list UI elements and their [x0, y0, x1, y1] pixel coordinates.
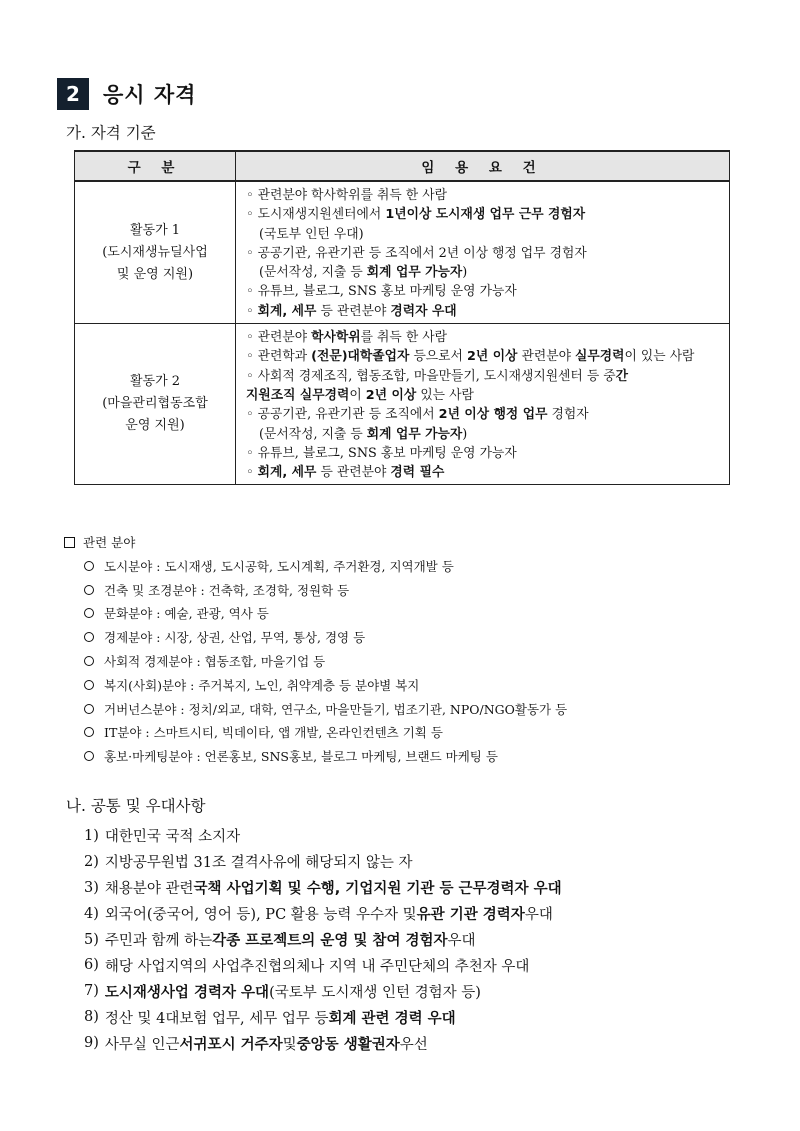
related-fields — [64, 530, 567, 768]
list-item — [84, 823, 562, 849]
requirement-text-bold: 회계 업무 가능자 — [366, 426, 463, 442]
list-item — [84, 1004, 562, 1030]
requirement-line — [246, 244, 723, 263]
row-requirements — [236, 324, 730, 485]
item-text-bold: 국책 사업기획 및 수행, 기업지원 기관 등 근무경력자 우대 — [193, 881, 562, 898]
field-text: 거버넌스분야 : 정치/외교, 대학, 연구소, 마을만들기, 법조기관, NPO/NGO활동가 등 — [104, 701, 568, 717]
circle-bullet-icon — [84, 632, 94, 642]
list-item — [84, 1030, 562, 1056]
category-line: (도시재생뉴딜사업 — [102, 244, 208, 260]
requirement-line — [246, 444, 723, 463]
list-item — [84, 952, 562, 978]
requirement-text-bold: 실무경력 — [575, 349, 625, 365]
requirement-line — [246, 186, 723, 205]
item-number: 3) — [84, 879, 99, 896]
list-item — [64, 744, 567, 768]
requirement-text: ◦ — [246, 465, 258, 481]
requirement-text-bold: (전문)대학졸업자 — [311, 349, 410, 365]
item-text-bold: 각종 프로젝트의 운영 및 참여 경험자 — [212, 933, 448, 949]
requirement-text-bold: 지원조직 실무경력 — [246, 387, 350, 403]
requirement-line — [246, 463, 723, 482]
field-text: 문화분야 : 예술, 관광, 역사 등 — [104, 606, 269, 622]
list-item — [84, 927, 562, 953]
section-number: 2 — [57, 78, 89, 110]
requirement-text: ◦ 관련분야 — [246, 330, 312, 346]
requirement-text-bold: 회계, 세무 — [257, 465, 317, 481]
requirement-text-bold: 간 — [615, 368, 629, 384]
requirement-text-bold: 경력 필수 — [390, 465, 445, 481]
item-text: (국토부 도시재생 인턴 경험자 등) — [269, 984, 481, 1001]
field-text: 경제분야 : 시장, 상권, 산업, 무역, 통상, 경영 등 — [104, 630, 366, 646]
list-item — [64, 625, 567, 649]
requirement-line — [246, 282, 723, 301]
category-line: (마을관리협동조합 — [102, 396, 208, 412]
header-requirements: 임 용 요 건 — [236, 151, 730, 181]
checkbox-square-icon — [64, 537, 75, 548]
row-category — [75, 181, 236, 324]
item-text-bold: 중앙동 생활권자 — [296, 1036, 400, 1053]
requirement-text: 등 관련분야 — [316, 465, 391, 481]
requirement-line — [246, 302, 723, 321]
list-item — [84, 978, 562, 1004]
requirement-text-bold: 학사학위 — [311, 330, 361, 346]
item-text-bold: 도시재생사업 경력자 우대 — [104, 984, 270, 1001]
row-category — [75, 324, 236, 485]
circle-bullet-icon — [84, 585, 94, 595]
field-text: 도시분야 : 도시재생, 도시공학, 도시계획, 주거환경, 지역개발 등 — [104, 558, 454, 574]
requirement-text-bold: 경력자 우대 — [390, 303, 457, 319]
item-text: 지방공무원법 31조 결격사유에 해당되지 않는 자 — [104, 855, 413, 872]
list-item — [64, 649, 567, 673]
requirement-text-bold: 2년 이상 행정 업무 — [438, 407, 548, 423]
requirement-text-bold: 회계, 세무 — [257, 303, 317, 319]
requirement-text: 있는 사람 — [416, 387, 474, 403]
table-header-row — [75, 151, 730, 181]
requirement-text-bold: 2년 이상 — [365, 387, 417, 403]
requirement-line — [246, 328, 723, 347]
requirement-text: (문서작성, 지출 등 — [259, 426, 367, 442]
requirement-text: 등으로서 — [409, 349, 467, 365]
circle-bullet-icon — [84, 704, 94, 714]
requirement-text: 이 — [349, 387, 366, 403]
field-text: IT분야 : 스마트시티, 빅데이타, 앱 개발, 온라인컨텐츠 기획 등 — [104, 725, 443, 741]
item-text: 채용분야 관련 — [104, 881, 194, 898]
row-requirements — [236, 181, 730, 324]
requirement-text: ◦ 유튜브, 블로그, SNS 홍보 마케팅 운영 가능자 — [246, 445, 517, 461]
category-line: 활동가 2 — [129, 374, 181, 390]
category-line: 운영 지원) — [125, 418, 185, 434]
requirement-text: ◦ 관련분야 학사학위를 취득 한 사람 — [246, 188, 447, 203]
requirement-text-bold: 회계 업무 가능자 — [366, 265, 463, 281]
related-fields-heading — [64, 530, 567, 554]
section-title: 응시 자격 — [103, 83, 197, 107]
item-number: 9) — [84, 1035, 99, 1052]
item-text: 대한민국 국적 소지자 — [104, 829, 241, 846]
item-text: 외국어(중국어, 영어 등), PC 활용 능력 우수자 및 — [104, 907, 417, 924]
table-row — [75, 324, 730, 485]
item-text: 사무실 인근 — [104, 1036, 180, 1053]
requirement-line — [246, 405, 723, 424]
item-text: 및 — [282, 1036, 297, 1053]
circle-bullet-icon — [84, 751, 94, 761]
requirement-line — [246, 367, 723, 386]
related-fields-list — [64, 554, 567, 768]
item-text: 우대 — [447, 933, 476, 949]
criteria-table — [74, 150, 730, 485]
requirement-text: 를 취득 한 사람 — [360, 330, 447, 346]
requirement-line — [246, 386, 723, 405]
item-text: 정산 및 4대보험 업무, 세무 업무 등 — [104, 1010, 329, 1027]
requirement-line — [246, 225, 723, 244]
requirement-text: 경험자 — [547, 407, 589, 423]
header-category: 구 분 — [75, 151, 236, 181]
circle-bullet-icon — [84, 608, 94, 618]
item-number: 4) — [84, 905, 99, 922]
field-text: 복지(사회)분야 : 주거복지, 노인, 취약계층 등 분야별 복지 — [104, 677, 420, 693]
category-line: 및 운영 지원) — [116, 266, 194, 282]
subsection-b-title: 나. 공통 및 우대사항 — [66, 797, 206, 815]
list-item — [64, 697, 567, 721]
circle-bullet-icon — [84, 680, 94, 690]
requirement-line — [246, 425, 723, 444]
item-text: 주민과 함께 하는 — [104, 933, 213, 949]
list-item — [84, 849, 562, 875]
list-item — [84, 901, 562, 927]
requirement-text: ◦ 사회적 경제조직, 협동조합, 마을만들기, 도시재생지원센터 등 중 — [246, 368, 616, 384]
list-item — [64, 554, 567, 578]
item-number: 1) — [84, 827, 99, 844]
list-item — [64, 721, 567, 745]
circle-bullet-icon — [84, 656, 94, 666]
requirement-text: ◦ 도시재생지원센터에서 — [246, 207, 386, 223]
field-text: 홍보·마케팅분야 : 언론홍보, SNS홍보, 블로그 마케팅, 브랜드 마케팅 등 — [104, 749, 498, 765]
requirement-text-bold: 1년이상 도시재생 업무 근무 경험자 — [385, 207, 586, 223]
list-item — [64, 602, 567, 626]
list-item — [84, 875, 562, 901]
item-text-bold: 유관 기관 경력자 — [416, 907, 525, 924]
requirement-text: ◦ 공공기관, 유관기관 등 조직에서 2년 이상 행정 업무 경험자 — [246, 245, 587, 261]
requirement-text: 관련분야 — [517, 349, 576, 365]
category-line: 활동가 1 — [129, 222, 181, 238]
subsection-a-title: 가. 자격 기준 — [66, 124, 156, 142]
item-text-bold: 회계 관련 경력 우대 — [328, 1010, 456, 1027]
requirement-text: 이 있는 사람 — [624, 349, 695, 365]
requirement-text: ◦ 공공기관, 유관기관 등 조직에서 — [246, 407, 439, 423]
list-item — [64, 578, 567, 602]
requirement-text: ) — [462, 265, 468, 281]
requirement-line — [246, 347, 723, 366]
requirement-line — [246, 205, 723, 224]
related-fields-title: 관련 분야 — [83, 535, 136, 550]
list-item — [64, 673, 567, 697]
item-text-bold: 서귀포시 거주자 — [179, 1036, 283, 1053]
requirement-text-bold: 2년 이상 — [466, 349, 518, 365]
item-number: 6) — [84, 957, 99, 974]
table-row — [75, 181, 730, 324]
requirement-line — [246, 263, 723, 282]
requirement-text: (문서작성, 지출 등 — [259, 265, 367, 281]
item-number: 5) — [84, 931, 99, 948]
item-text: 우선 — [399, 1036, 428, 1053]
requirement-text: ◦ — [246, 303, 258, 319]
circle-bullet-icon — [84, 727, 94, 737]
item-number: 8) — [84, 1009, 99, 1026]
requirement-text: (국토부 인턴 우대) — [259, 226, 364, 242]
item-text: 해당 사업지역의 사업추진협의체나 지역 내 주민단체의 추천자 우대 — [104, 958, 530, 975]
item-number: 2) — [84, 853, 99, 870]
field-text: 사회적 경제분야 : 협동조합, 마을기업 등 — [104, 654, 326, 670]
requirement-text: 등 관련분야 — [316, 303, 391, 319]
item-text: 우대 — [524, 907, 553, 924]
common-requirements-list — [84, 823, 562, 1056]
circle-bullet-icon — [84, 561, 94, 571]
requirement-text: ◦ 관련학과 — [246, 349, 312, 365]
requirement-text: ◦ 유튜브, 블로그, SNS 홍보 마케팅 운영 가능자 — [246, 284, 517, 300]
field-text: 건축 및 조경분야 : 건축학, 조경학, 정원학 등 — [104, 582, 350, 598]
item-number: 7) — [84, 983, 99, 1000]
requirement-text: ) — [462, 426, 468, 442]
section-header — [57, 78, 196, 110]
